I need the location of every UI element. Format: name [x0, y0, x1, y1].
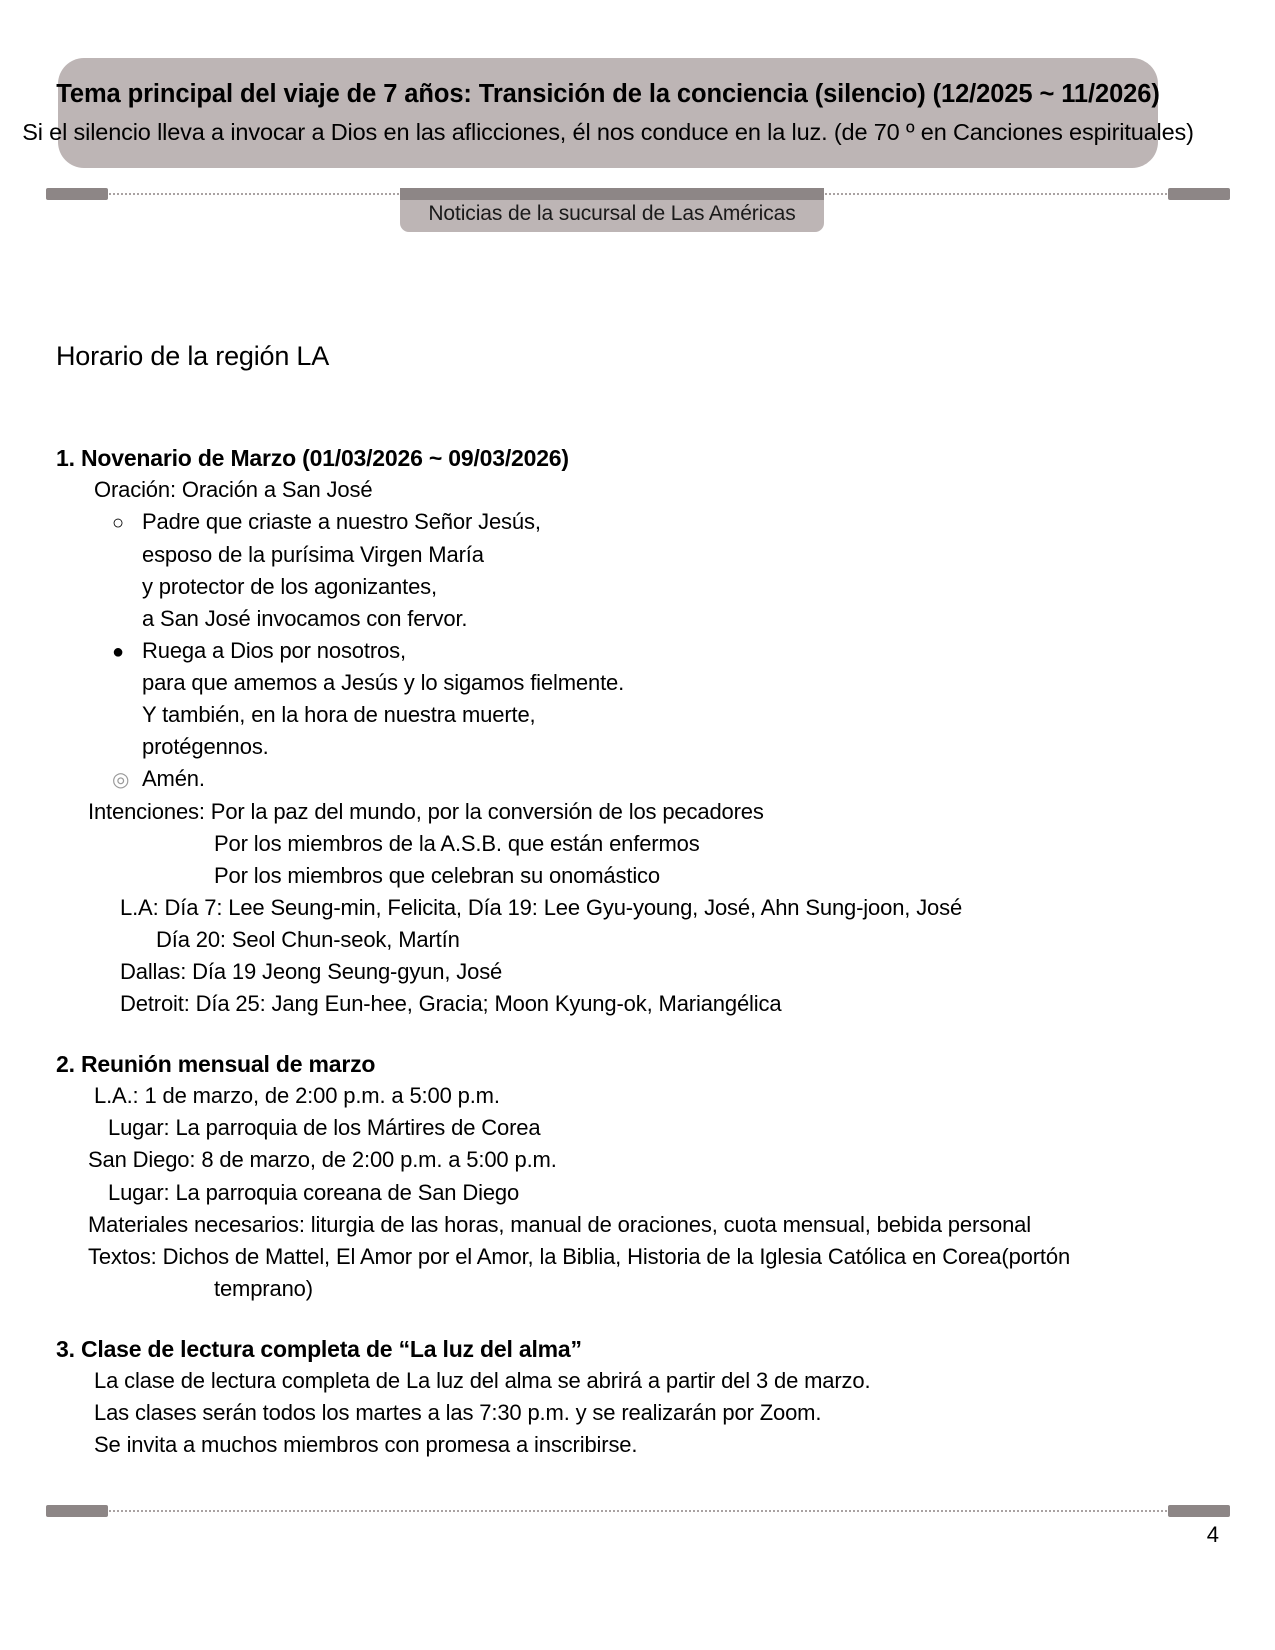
section-tab [400, 188, 824, 232]
section-1-prayer-label: Oración: Oración a San José [94, 477, 373, 503]
region-line-la: L.A: Día 7: Lee Seung-min, Felicita, Día 19: Lee Gyu-young, José, Ahn Sung-joon, José [120, 894, 963, 920]
intentions-line: Por los miembros que celebran su onomástico [214, 862, 660, 888]
section-2-title: 2. Reunión mensual de marzo [56, 1051, 376, 1078]
page-title: Horario de la región LA [56, 341, 330, 371]
meeting-line-la: L.A.: 1 de marzo, de 2:00 p.m. a 5:00 p.m. [94, 1083, 500, 1109]
document-body [0, 340, 1275, 1461]
divider-dotted-line [46, 1510, 1230, 1512]
intentions-line: Intenciones: Por la paz del mundo, por la conversión de los pecadores [88, 798, 764, 824]
prayer-bullet-line: y protector de los agonizantes, [142, 573, 437, 599]
header-title-line-2: Si el silencio lleva a invocar a Dios en las aflicciones, él nos conduce en la luz. (de 70 º en Canciones espirituales) [22, 118, 1194, 145]
prayer-bullet-line: Padre que criaste a nuestro Señor Jesús, [142, 509, 541, 535]
section-tab-topbar [400, 188, 824, 200]
section-3-title: 3. Clase de lectura completa de “La luz del alma” [56, 1336, 582, 1363]
region-line-la-cont: Día 20: Seol Chun-seok, Martín [156, 927, 460, 953]
open-circle-icon: ○ [112, 512, 124, 535]
divider-cap-left [46, 188, 108, 200]
meeting-materials: Materiales necesarios: liturgia de las horas, manual de oraciones, cuota mensual, bebida personal [88, 1211, 1031, 1237]
section-1-title: 1. Novenario de Marzo (01/03/2026 ~ 09/03/2026) [56, 445, 569, 472]
meeting-texts-cont: temprano) [214, 1275, 313, 1301]
class-line: La clase de lectura completa de La luz del alma se abrirá a partir del 3 de marzo. [94, 1367, 871, 1393]
meeting-venue-sandiego: Lugar: La parroquia coreana de San Diego [108, 1179, 520, 1205]
bottom-divider-rule [46, 1505, 1230, 1519]
double-circle-icon: ◎ [112, 769, 130, 792]
section-novenario [0, 444, 1275, 1020]
prayer-bullet-line: Y también, en la hora de nuestra muerte, [142, 702, 536, 728]
region-line-dallas: Dallas: Día 19 Jeong Seung-gyun, José [120, 959, 503, 985]
footer-cap-left [46, 1505, 108, 1517]
prayer-bullet-double [112, 763, 1275, 795]
filled-circle-icon: ● [112, 640, 124, 663]
prayer-bullet-line: esposo de la purísima Virgen María [142, 541, 484, 567]
header-title-line-1: Tema principal del viaje de 7 años: Transición de la conciencia (silencio) (12/2025 ~ 11/2026) [56, 80, 1160, 109]
section-tab-label: Noticias de la sucursal de Las Américas [428, 202, 796, 225]
prayer-bullet-line: a San José invocamos con fervor. [142, 605, 468, 631]
region-line-detroit: Detroit: Día 25: Jang Eun-hee, Gracia; Moon Kyung-ok, Mariangélica [120, 991, 782, 1017]
class-line: Las clases serán todos los martes a las 7:30 p.m. y se realizarán por Zoom. [94, 1400, 822, 1426]
header-banner [22, 58, 1194, 168]
section-reunion-mensual [0, 1050, 1275, 1305]
meeting-venue-la: Lugar: La parroquia de los Mártires de Corea [108, 1115, 541, 1141]
prayer-bullet-line: Amén. [142, 766, 205, 792]
page-number: 4 [1206, 1522, 1219, 1547]
class-line: Se invita a muchos miembros con promesa a inscribirse. [94, 1432, 638, 1458]
section-clase-lectura [0, 1335, 1275, 1461]
footer-cap-right [1168, 1505, 1230, 1517]
divider-cap-right [1168, 188, 1230, 200]
prayer-bullet-filled [112, 635, 1275, 667]
meeting-line-sandiego: San Diego: 8 de marzo, de 2:00 p.m. a 5:00 p.m. [88, 1147, 557, 1173]
meeting-texts: Textos: Dichos de Mattel, El Amor por el Amor, la Biblia, Historia de la Iglesia Católica en Corea(portón [88, 1243, 1071, 1269]
prayer-bullet-line: para que amemos a Jesús y lo sigamos fielmente. [142, 670, 625, 696]
intentions-line: Por los miembros de la A.S.B. que están enfermos [214, 830, 700, 856]
prayer-bullet-line: Ruega a Dios por nosotros, [142, 637, 406, 663]
prayer-bullet-open [112, 506, 1275, 538]
prayer-bullet-line: protégennos. [142, 734, 269, 760]
